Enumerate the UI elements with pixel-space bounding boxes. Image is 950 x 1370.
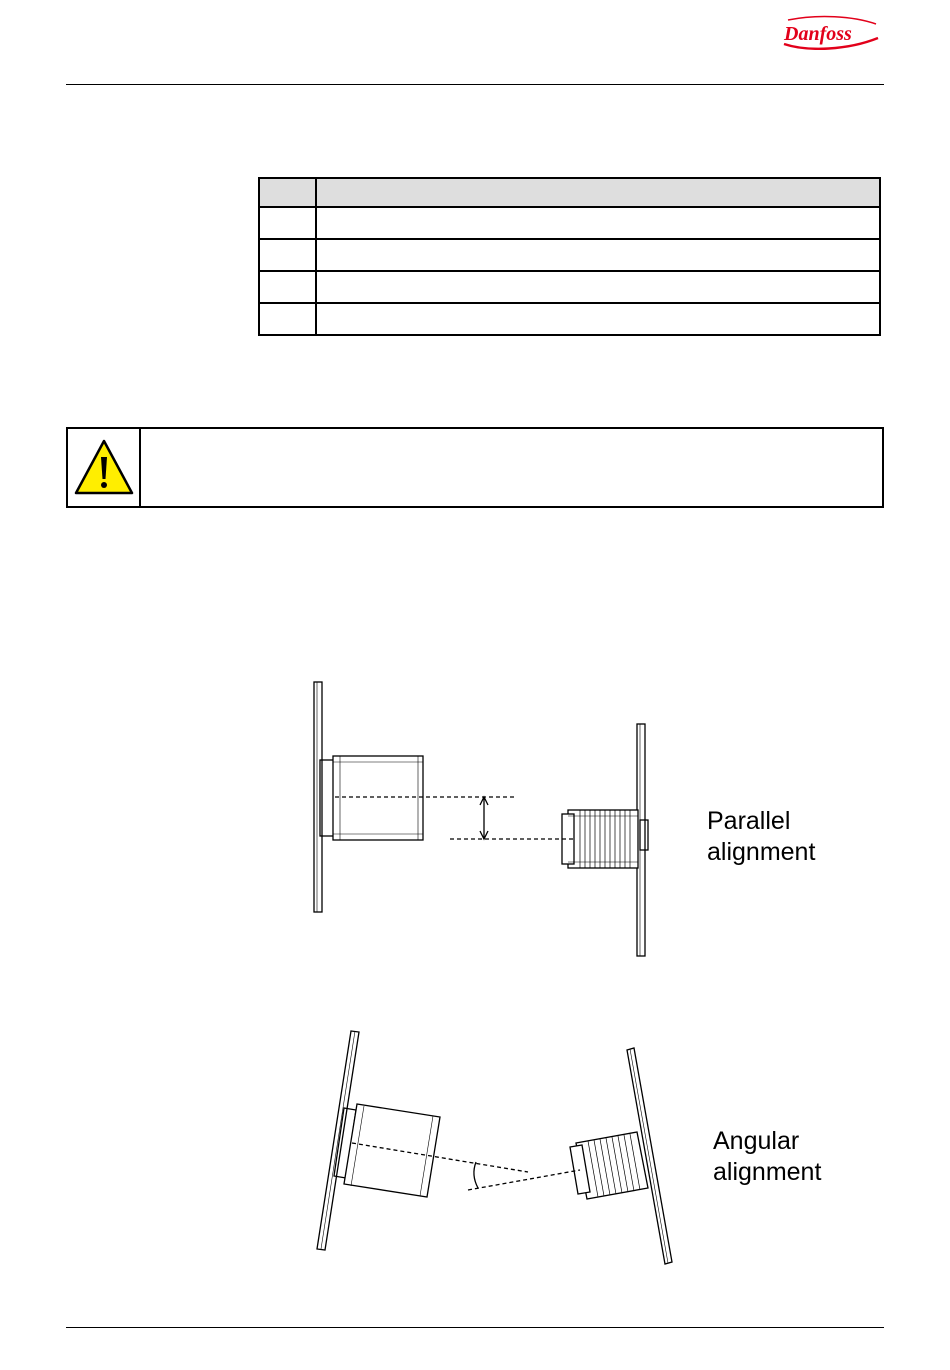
- parallel-alignment-diagram: [314, 682, 648, 956]
- angular-alignment-diagram: [317, 1031, 672, 1264]
- parallel-alignment-label: [707, 806, 815, 868]
- angular-alignment-label: [713, 1126, 821, 1188]
- logo-wordmark: Danfoss: [784, 23, 852, 45]
- footer-rule: [66, 1327, 884, 1328]
- angular-label-line2: alignment: [713, 1158, 822, 1186]
- parallel-label-line2: alignment: [707, 838, 816, 866]
- parallel-label-line1: Parallel: [707, 807, 791, 835]
- angular-label-line1: Angular: [713, 1127, 800, 1155]
